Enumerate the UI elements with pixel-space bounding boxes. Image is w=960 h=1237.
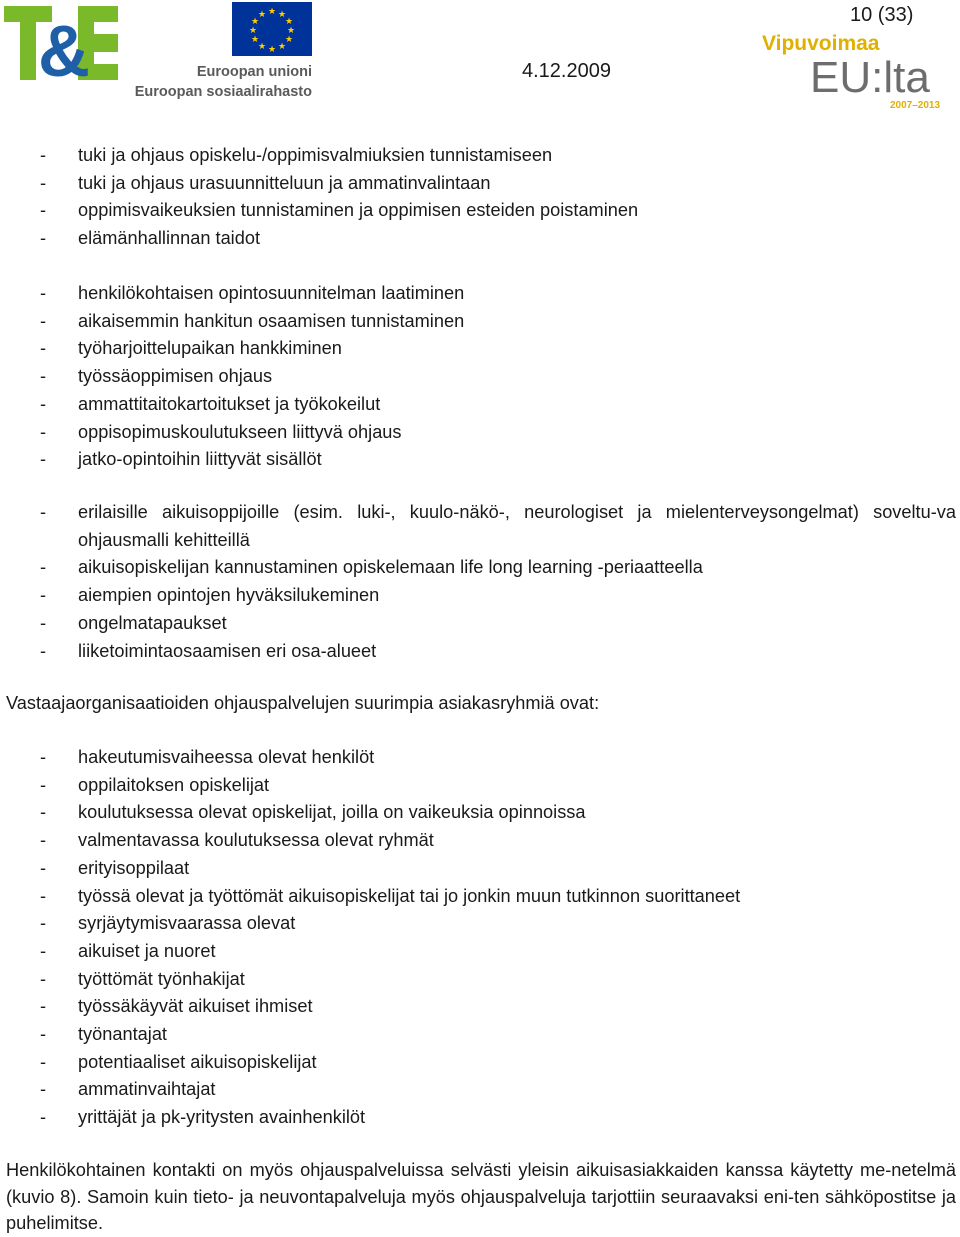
list-item: - oppisopimuskoulutukseen liittyvä ohjaus bbox=[0, 419, 960, 447]
list-item: - yrittäjät ja pk-yritysten avainhenkilöt bbox=[0, 1104, 960, 1132]
svg-text:★: ★ bbox=[257, 42, 267, 52]
list-item: - erityisoppilaat bbox=[0, 855, 960, 883]
list-item: - työnantajat bbox=[0, 1021, 960, 1049]
list-item: - henkilökohtaisen opintosuunnitelman laatiminen bbox=[0, 280, 960, 308]
svg-text:★: ★ bbox=[284, 17, 294, 27]
list-customer-groups bbox=[0, 744, 960, 1132]
list-item: - työttömät työnhakijat bbox=[0, 966, 960, 994]
te-logo bbox=[4, 2, 120, 82]
svg-text:★: ★ bbox=[286, 26, 296, 36]
te-ampersand: & bbox=[38, 12, 90, 82]
list-item: - ammatinvaihtajat bbox=[0, 1076, 960, 1104]
svg-text:★: ★ bbox=[284, 35, 294, 45]
page-number: 10 (33) bbox=[850, 4, 914, 26]
list-item: - syrjäytymisvaarassa olevat bbox=[0, 910, 960, 938]
vipuvoimaa-eulta-logo bbox=[760, 30, 950, 112]
list-guidance-support bbox=[0, 142, 960, 253]
list-item: - oppilaitoksen opiskelijat bbox=[0, 772, 960, 800]
eu-flag-logo bbox=[232, 2, 312, 56]
list-item: - hakeutumisvaiheessa olevat henkilöt bbox=[0, 744, 960, 772]
eu-text-line1: Euroopan unioni bbox=[196, 64, 312, 80]
svg-text:★: ★ bbox=[250, 17, 260, 27]
document-date: 4.12.2009 bbox=[522, 60, 611, 82]
svg-text:★: ★ bbox=[248, 26, 258, 36]
svg-text:★: ★ bbox=[277, 42, 287, 52]
list-item: - tuki ja ohjaus urasuunnitteluun ja ammatinvalintaan bbox=[0, 170, 960, 198]
list-item: - koulutuksessa olevat opiskelijat, joilla on vaikeuksia opinnoissa bbox=[0, 799, 960, 827]
svg-text:★: ★ bbox=[250, 35, 260, 45]
list-item: - aiempien opintojen hyväksilukeminen bbox=[0, 582, 960, 610]
svg-text:★: ★ bbox=[267, 7, 277, 17]
list-item: - erilaisille aikuisoppijoille (esim. luki-, kuulo-näkö-, neurologiset ja mielenterveysongelmat) soveltu-va ohjausmalli kehitteillä bbox=[0, 499, 960, 554]
list-item: - tuki ja ohjaus opiskelu-/oppimisvalmiuksien tunnistamiseen bbox=[0, 142, 960, 170]
intro-paragraph: Vastaajaorganisaatioiden ohjauspalvelujen suurimpia asiakasryhmiä ovat: bbox=[6, 693, 600, 713]
vipuvoimaa-text: Vipuvoimaa bbox=[762, 32, 880, 55]
eulta-text: EU:lta bbox=[810, 53, 930, 102]
list-item: - liiketoimintaosaamisen eri osa-alueet bbox=[0, 638, 960, 666]
list-item: - ammattitaitokartoitukset ja työkokeilut bbox=[0, 391, 960, 419]
list-item: - valmentavassa koulutuksessa olevat ryhmät bbox=[0, 827, 960, 855]
list-study-planning bbox=[0, 280, 960, 474]
svg-text:★: ★ bbox=[257, 10, 267, 20]
list-adult-learners bbox=[0, 499, 960, 665]
list-item: - oppimisvaikeuksien tunnistaminen ja oppimisen esteiden poistaminen bbox=[0, 197, 960, 225]
eu-text-line2: Euroopan sosiaalirahasto bbox=[134, 84, 312, 100]
closing-paragraph: Henkilökohtainen kontakti on myös ohjauspalveluissa selvästi yleisin aikuisasiakkaiden kanssa käytetty me-netelmä (kuvio 8). Samoin kuin tieto- ja neuvontapalveluja myös ohjauspalveluja tarjottiin seuraavaksi eni-ten sähköpostitse ja puhelimitse. bbox=[6, 1160, 956, 1233]
list-item: - työssäkäyvät aikuiset ihmiset bbox=[0, 993, 960, 1021]
list-item: - elämänhallinnan taidot bbox=[0, 225, 960, 253]
list-item: - työharjoittelupaikan hankkiminen bbox=[0, 335, 960, 363]
list-item: - aikuisopiskelijan kannustaminen opiskelemaan life long learning -periaatteella bbox=[0, 554, 960, 582]
eu-text bbox=[134, 62, 312, 102]
svg-text:★: ★ bbox=[277, 10, 287, 20]
list-item: - aikaisemmin hankitun osaamisen tunnistaminen bbox=[0, 308, 960, 336]
years-text: 2007–2013 bbox=[890, 100, 941, 111]
list-item: - työssäoppimisen ohjaus bbox=[0, 363, 960, 391]
svg-text:★: ★ bbox=[267, 45, 277, 55]
list-item: - potentiaaliset aikuisopiskelijat bbox=[0, 1049, 960, 1077]
list-item: - jatko-opintoihin liittyvät sisällöt bbox=[0, 446, 960, 474]
list-item: - aikuiset ja nuoret bbox=[0, 938, 960, 966]
page-header bbox=[0, 0, 960, 120]
list-item: - ongelmatapaukset bbox=[0, 610, 960, 638]
list-item: - työssä olevat ja työttömät aikuisopiskelijat tai jo jonkin muun tutkinnon suorittaneet bbox=[0, 883, 960, 911]
